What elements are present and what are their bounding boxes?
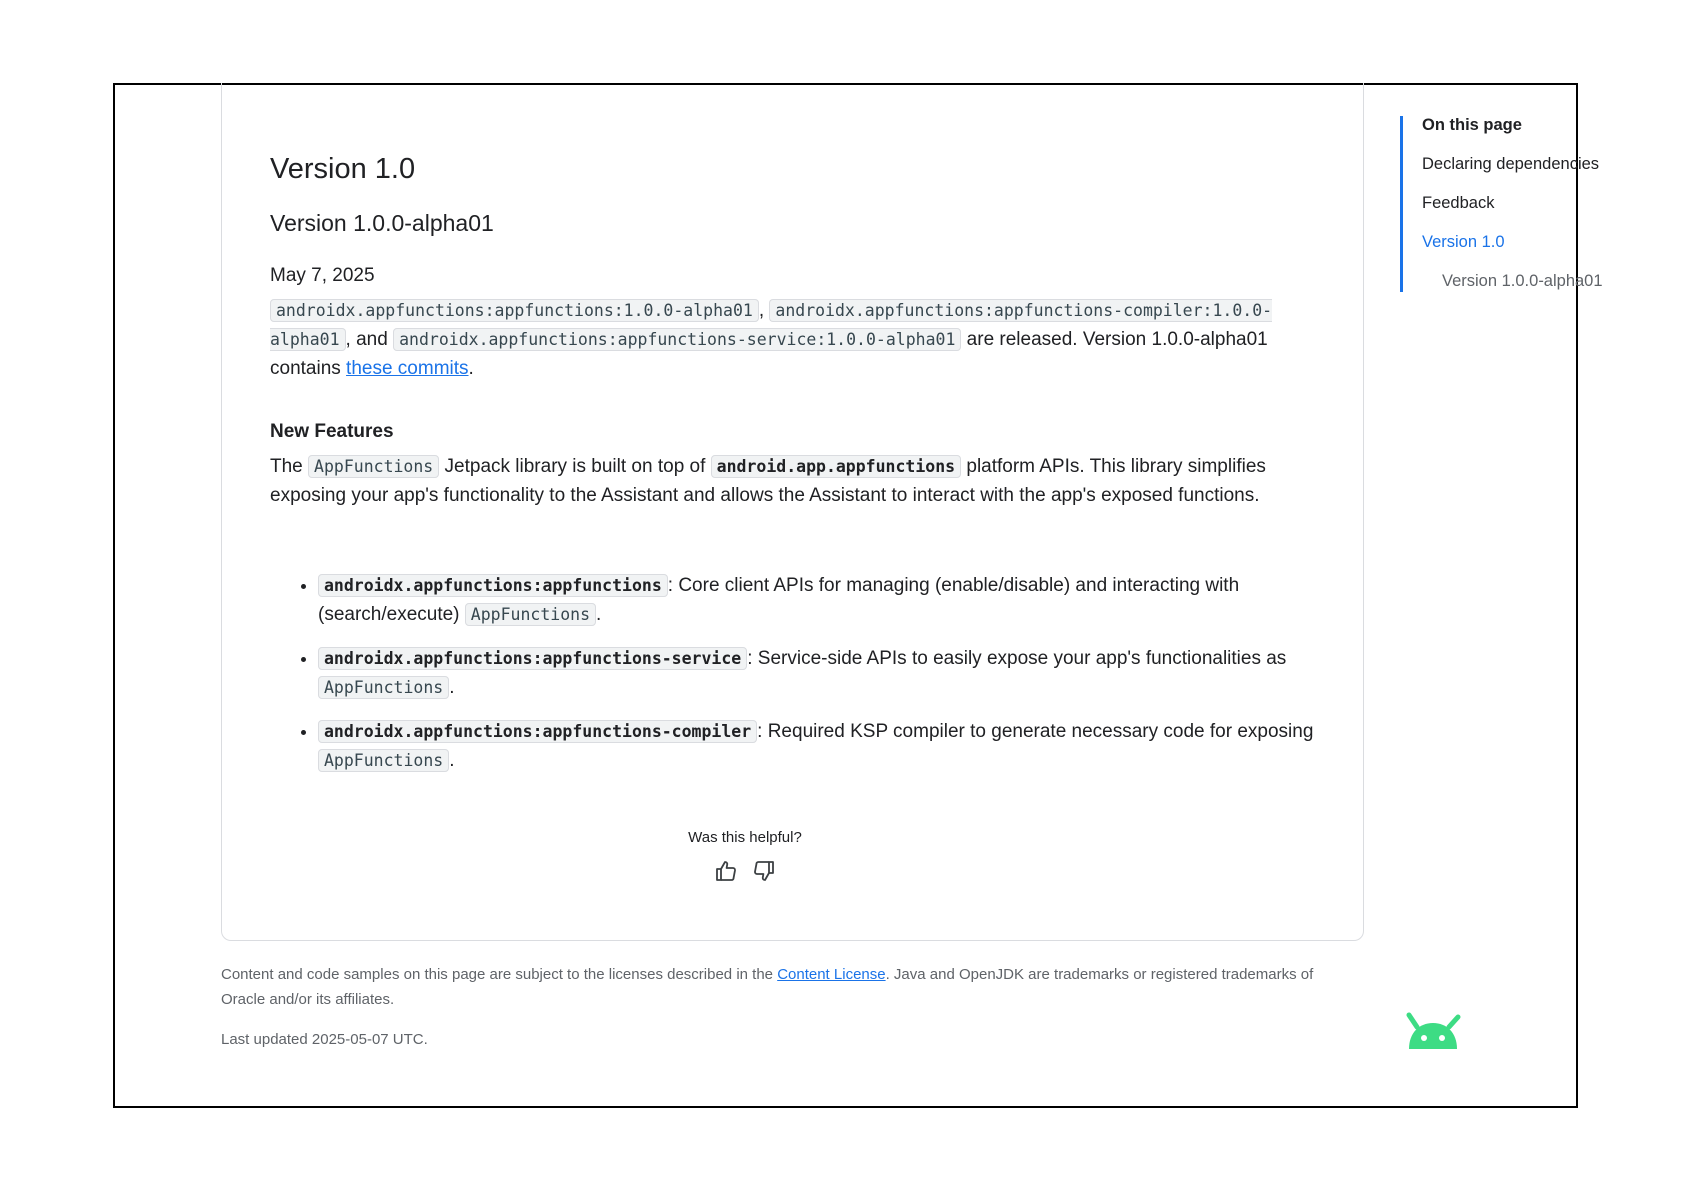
release-heading: Version 1.0.0-alpha01	[270, 210, 494, 236]
version-heading: Version 1.0	[270, 153, 416, 185]
content-license-link[interactable]: Content License	[777, 966, 886, 983]
text: .	[449, 677, 455, 698]
code-service-artifact: androidx.appfunctions:appfunctions-service:1.0.0-alpha01	[393, 328, 961, 351]
feature-list	[270, 571, 1348, 790]
text: platform APIs. This library simplifies exposing your app's functionality to the Assistant and allows the Assistant to interact with the app's exposed functions.	[270, 456, 1266, 506]
release-date: May 7, 2025	[270, 265, 375, 286]
android-mascot-icon	[1405, 1011, 1461, 1051]
feature-code: androidx.appfunctions:appfunctions-service	[318, 647, 747, 670]
code-android-app-appfunctions: android.app.appfunctions	[711, 455, 961, 478]
code-appfunctions: AppFunctions	[318, 749, 449, 772]
text: . Java and OpenJDK are trademarks or registered trademarks of Oracle and/or its affiliates.	[221, 966, 1314, 1008]
on-this-page-nav	[1400, 116, 1603, 292]
new-features-heading: New Features	[270, 421, 394, 442]
code-appfunctions: AppFunctions	[318, 676, 449, 699]
feature-code: androidx.appfunctions:appfunctions-compiler	[318, 720, 757, 743]
toc-item-feedback[interactable]: Feedback	[1422, 194, 1495, 212]
feedback-buttons	[222, 859, 1268, 888]
toc-title: On this page	[1422, 116, 1522, 134]
text: are released. Version 1.0.0-alpha01 contains	[270, 329, 1268, 379]
helpful-prompt: Was this helpful?	[688, 829, 802, 846]
feature-text: : Required KSP compiler to generate necessary code for exposing	[757, 721, 1314, 742]
toc-item-version-1-0[interactable]: Version 1.0	[1422, 233, 1505, 251]
last-updated: Last updated 2025-05-07 UTC.	[221, 1031, 428, 1048]
code-compiler-artifact: androidx.appfunctions:appfunctions-compiler:1.0.0-alpha01	[270, 301, 1273, 349]
article-card	[221, 83, 1364, 941]
intro-paragraph	[270, 452, 1300, 510]
feature-code: androidx.appfunctions:appfunctions	[318, 574, 668, 597]
text: .	[468, 358, 474, 379]
text: , and	[345, 329, 394, 350]
toc-item-declaring-dependencies[interactable]: Declaring dependencies	[1422, 155, 1600, 173]
page-frame	[113, 83, 1603, 1108]
thumb-down-icon[interactable]	[752, 859, 776, 883]
code-appfunctions-artifact: androidx.appfunctions:appfunctions:1.0.0-alpha01	[270, 299, 759, 322]
these-commits-link[interactable]: these commits	[346, 358, 469, 379]
code-appfunctions: AppFunctions	[308, 455, 439, 478]
text: Jetpack library is built on top of	[439, 456, 711, 477]
feature-text: : Service-side APIs to easily expose your app's functionalities as	[747, 648, 1287, 669]
thumb-up-icon[interactable]	[714, 859, 738, 883]
list-item	[318, 644, 1348, 702]
code-appfunctions: AppFunctions	[465, 603, 596, 626]
list-item	[318, 571, 1348, 629]
feature-text: : Core client APIs for managing (enable/disable) and interacting with (search/execute)	[318, 575, 1240, 625]
toc-item-version-1-0-0-alpha01[interactable]: Version 1.0.0-alpha01	[1442, 272, 1603, 290]
license-notice	[221, 962, 1331, 1012]
text: .	[596, 604, 602, 625]
text: ,	[758, 300, 770, 321]
text: Content and code samples on this page are subject to the licenses described in the	[221, 966, 778, 983]
text: .	[449, 750, 455, 771]
text: The	[270, 456, 309, 477]
list-item	[318, 717, 1348, 775]
release-paragraph	[270, 296, 1300, 383]
